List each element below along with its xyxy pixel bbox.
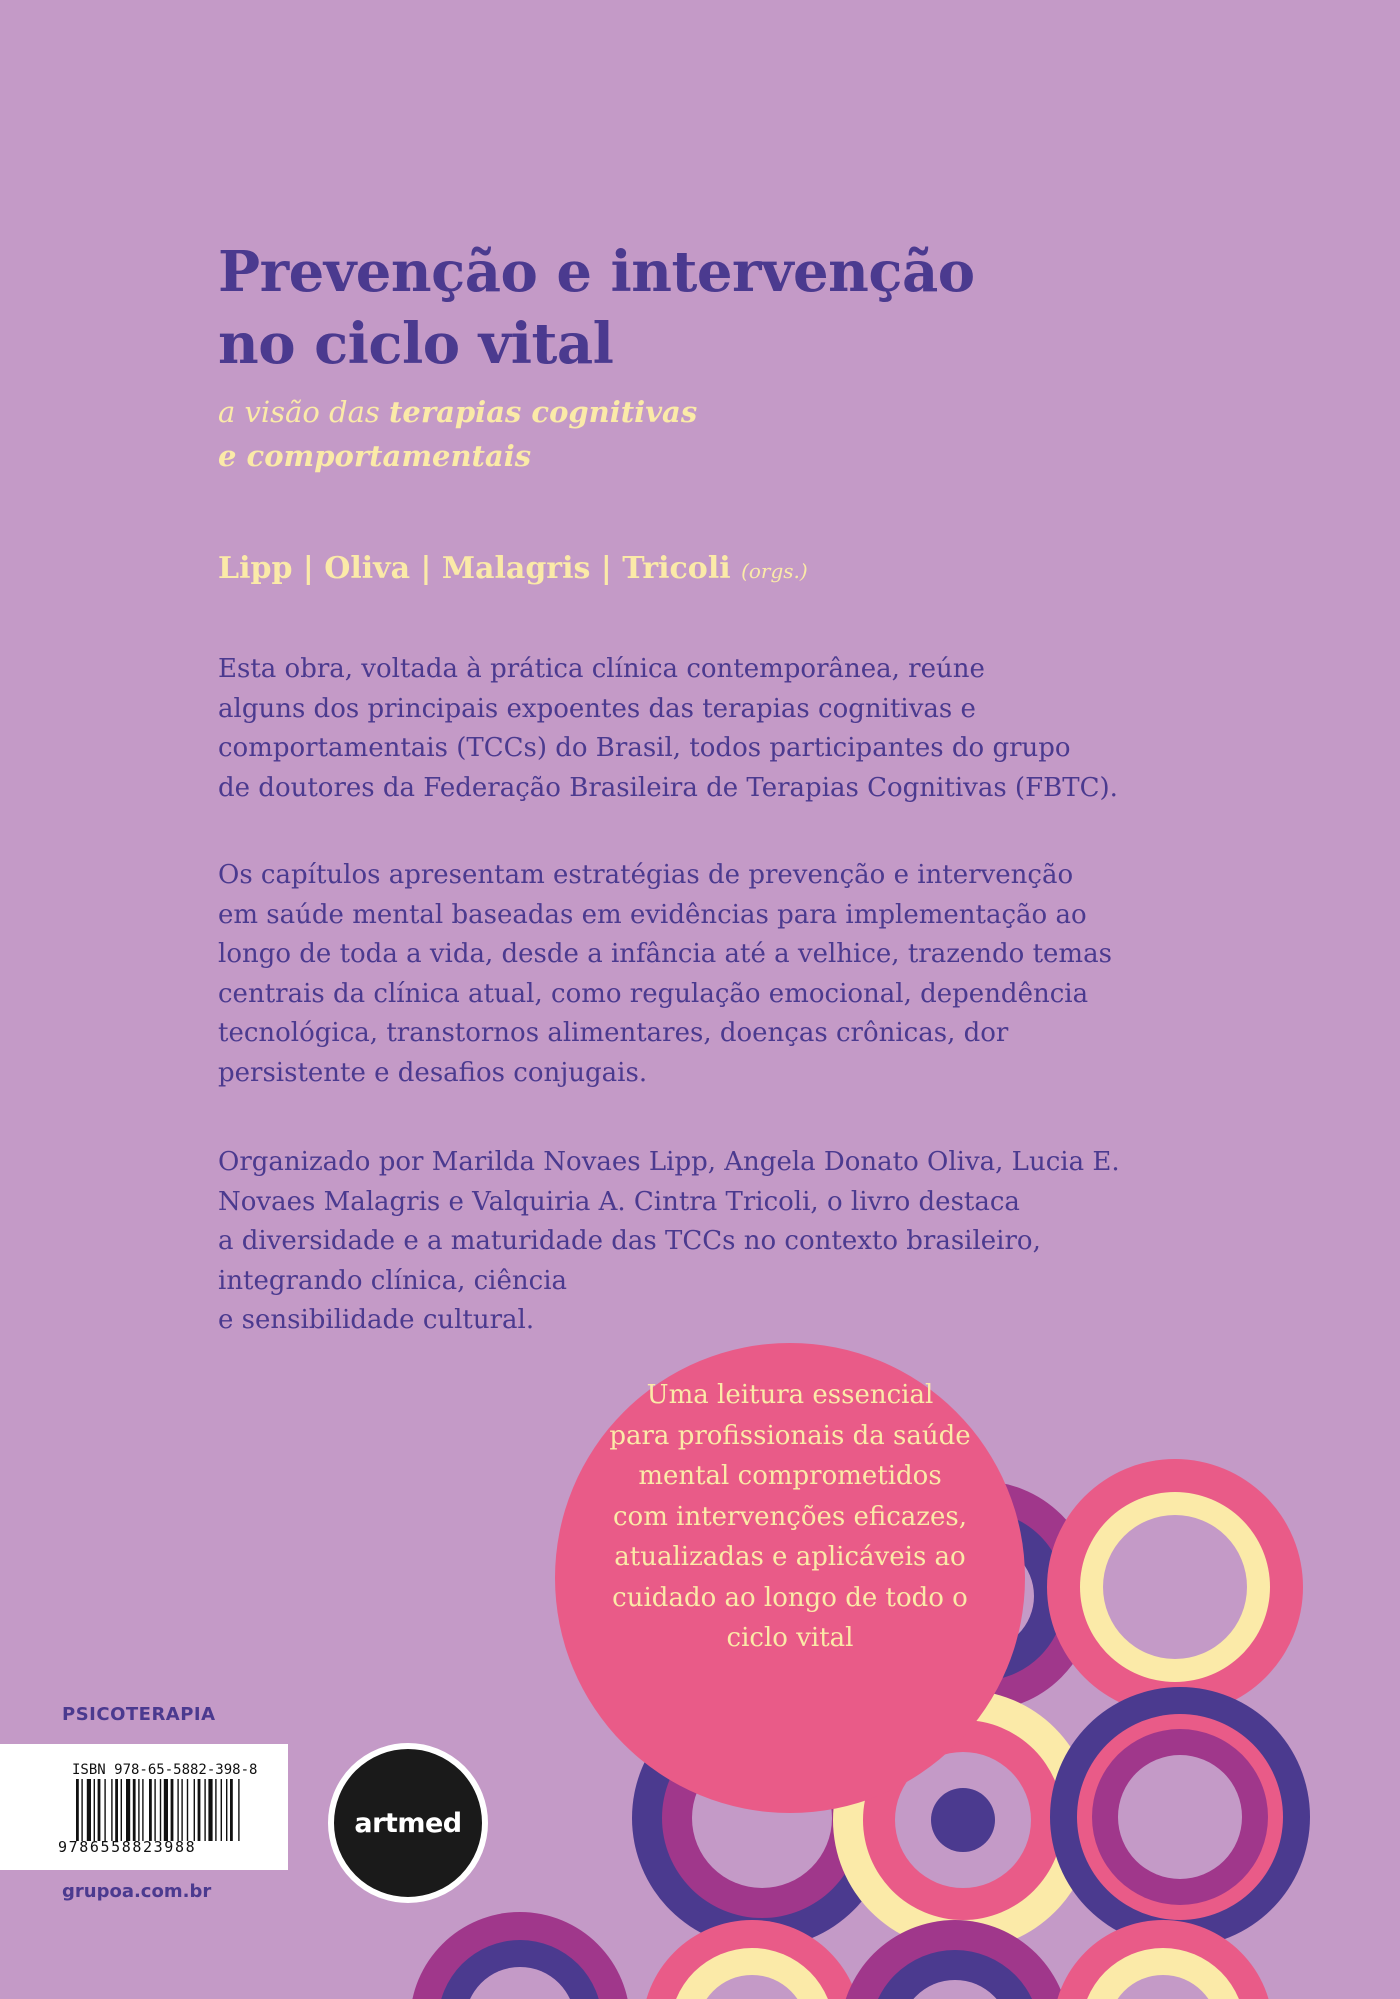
description-paragraph-3: Organizado por Marilda Novaes Lipp, Angela Donato Oliva, Lucia E. Novaes Malagris e Valquiria A. Cintra Tricoli, o livro destaca a diversidade e a maturidade das TCCs no contexto brasileiro, integrando clínica, ciência e sensibilidade cultural. <box>218 1147 1120 1335</box>
barcode-bar <box>177 1779 178 1841</box>
highlight-text: Uma leitura essencial para profissionais da saúde mental comprometidos com intervenções eficazes, atualizadas e aplicáveis ao cuidado ao longo de todo o ciclo vital <box>609 1380 971 1653</box>
barcode-bar <box>76 1779 79 1841</box>
barcode-bar <box>115 1779 118 1841</box>
description-paragraph-1: Esta obra, voltada à prática clínica contemporânea, reúne alguns dos principais expoentes das terapias cognitivas e comportamentais (TCCs) do Brasil, todos participantes do grupo de doutores da Federação Brasileira de Terapias Cognitivas (FBTC). <box>218 654 1118 803</box>
author-role: (orgs.) <box>741 559 808 583</box>
ring-bottom-center-left <box>642 1920 862 1999</box>
barcode-bar <box>238 1779 239 1841</box>
barcode-bar <box>230 1779 233 1841</box>
barcode-bar <box>94 1779 95 1841</box>
barcode-bar <box>133 1779 136 1841</box>
ring-middle-right <box>1050 1687 1310 1947</box>
barcode-bar <box>194 1779 195 1841</box>
barcode-bar <box>154 1779 155 1841</box>
barcode-icon <box>76 1779 272 1841</box>
subtitle-emphasis-1: terapias cognitivas <box>388 395 698 429</box>
subtitle-prefix: a visão das <box>218 395 389 429</box>
ring-upper-right <box>1047 1459 1303 1715</box>
isbn-label: ISBN 978-65-5882-398-8 <box>72 1762 258 1778</box>
publisher-logo-text: artmed <box>354 1807 462 1839</box>
barcode-bar <box>81 1779 82 1841</box>
authors-line <box>218 546 808 594</box>
book-title-line-1: Prevenção e intervenção <box>218 239 975 305</box>
publisher-website: grupoa.com.br <box>62 1881 212 1902</box>
barcode-bar <box>104 1779 105 1841</box>
barcode-bar <box>226 1779 227 1841</box>
book-subtitle <box>218 390 697 478</box>
author-names: Lipp | Oliva | Malagris | Tricoli <box>218 551 731 586</box>
barcode-bar <box>204 1779 205 1841</box>
category-label: PSICOTERAPIA <box>62 1704 216 1725</box>
barcode-bar <box>187 1779 188 1841</box>
barcode-bar <box>87 1779 91 1841</box>
publisher-logo <box>328 1743 488 1903</box>
barcode-bar <box>142 1779 143 1841</box>
barcode-bar <box>149 1779 152 1841</box>
barcode-bar <box>126 1779 130 1841</box>
barcode-bar <box>160 1779 161 1841</box>
barcode-digits: 9786558823988 <box>58 1838 197 1856</box>
ring-bottom-left <box>410 1912 630 1999</box>
barcode-bar <box>221 1779 222 1841</box>
ring-bottom-center-right <box>840 1920 1070 1999</box>
barcode-bar <box>98 1779 101 1841</box>
barcode-bar <box>198 1779 201 1841</box>
barcode-bar <box>215 1779 216 1841</box>
barcode-bar <box>208 1779 212 1841</box>
barcode-bar <box>164 1779 168 1841</box>
barcode-bar <box>121 1779 122 1841</box>
book-title <box>218 236 975 380</box>
barcode-bar <box>171 1779 174 1841</box>
barcode-bar <box>138 1779 139 1841</box>
barcode-bar <box>111 1779 112 1841</box>
book-title-line-2: no ciclo vital <box>218 311 614 377</box>
barcode-bar <box>181 1779 182 1841</box>
highlight-bubble <box>555 1343 1025 1813</box>
description-paragraph-2: Os capítulos apresentam estratégias de prevenção e intervenção em saúde mental baseadas em evidências para implementação ao longo de toda a vida, desde a infância até a velhice, trazendo temas centrais da clínica atual, como regulação emocional, dependência tecnológica, transtornos alimentares, doenças crônicas, dor persistente e desafios conjugais. <box>218 860 1112 1088</box>
subtitle-emphasis-2: e comportamentais <box>218 439 532 473</box>
